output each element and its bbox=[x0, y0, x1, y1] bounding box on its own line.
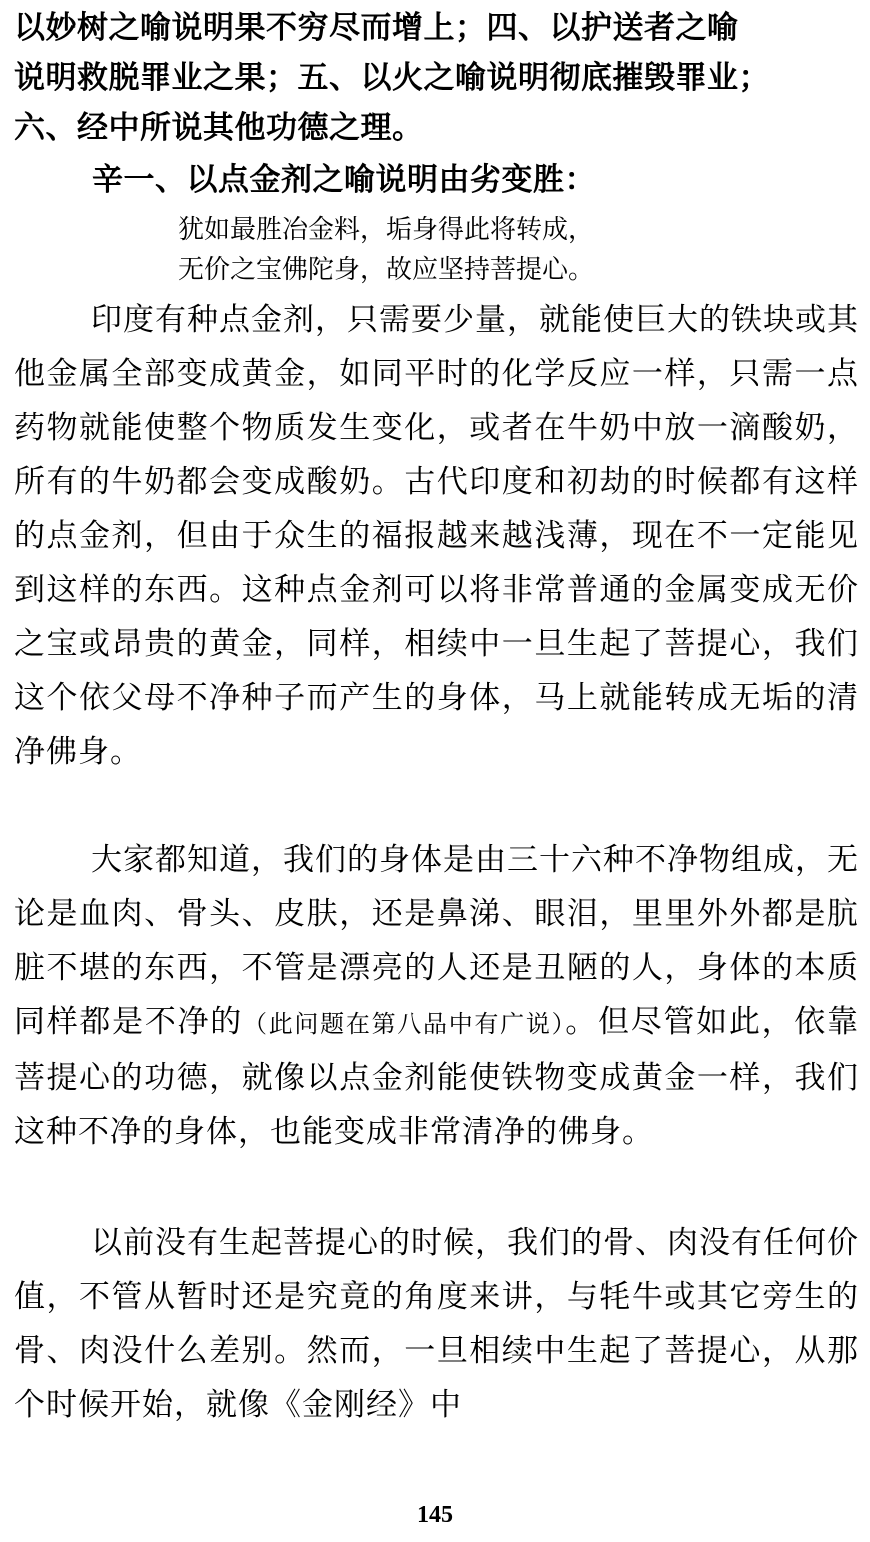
parenthetical-note: （此问题在第八品中有广说） bbox=[243, 1010, 566, 1038]
section-heading: 辛一、以点金剂之喻说明由劣变胜： bbox=[92, 162, 596, 198]
paragraph: 印度有种点金剂，只需要少量，就能使巨大的铁块或其他金属全部变成黄金，如同平时的化学反应一样，只需一点药物就能使整个物质发生变化，或者在牛奶中放一滴酸奶，所有的牛奶都会变成酸奶。古代印度和初劫的时候都有这样的点金剂，但由于众生的福报越来越浅薄，现在不一定能见到这样的东西。这种点金剂可以将非常普通的金属变成无价之宝或昂贵的黄金，同样，相续中一旦生起了菩提心，我们这个依父母不净种子而产生的身体，马上就能转成无垢的清净佛身。 bbox=[14, 302, 859, 770]
paragraph-text: 大家都知道，我们的身体是由三十六种不净物组成，无论是血肉、骨头、皮肤，还是鼻涕、眼泪，里里外外都是肮脏不堪的东西，不管是漂亮的人还是丑陋的人，身体的本质同样都是不净的 bbox=[14, 842, 859, 1040]
paragraph-text: 。但尽管如此，依靠菩提心的功德，就像以点金剂能使铁物变成黄金一样，我们这种不净的身体，也能变成非常清净的佛身。 bbox=[14, 1004, 860, 1150]
paragraph bbox=[14, 833, 859, 1159]
paragraph: 以前没有生起菩提心的时候，我们的骨、肉没有任何价值，不管从暂时还是究竟的角度来讲，与牦牛或其它旁生的骨、肉没什么差别。然而，一旦相续中生起了菩提心，从那个时候开始，就像《金刚经》中 bbox=[14, 1225, 859, 1423]
intro-line: 以妙树之喻说明果不穷尽而增上；四、以护送者之喻 bbox=[14, 10, 739, 46]
verse-line: 无价之宝佛陀身，故应坚持菩提心。 bbox=[178, 255, 595, 285]
verse-line: 犹如最胜冶金料，垢身得此将转成， bbox=[178, 215, 595, 245]
intro-line: 六、经中所说其他功德之理。 bbox=[14, 110, 424, 146]
page-number: 145 bbox=[417, 1502, 453, 1528]
intro-line: 说明救脱罪业之果；五、以火之喻说明彻底摧毁罪业； bbox=[14, 60, 770, 96]
